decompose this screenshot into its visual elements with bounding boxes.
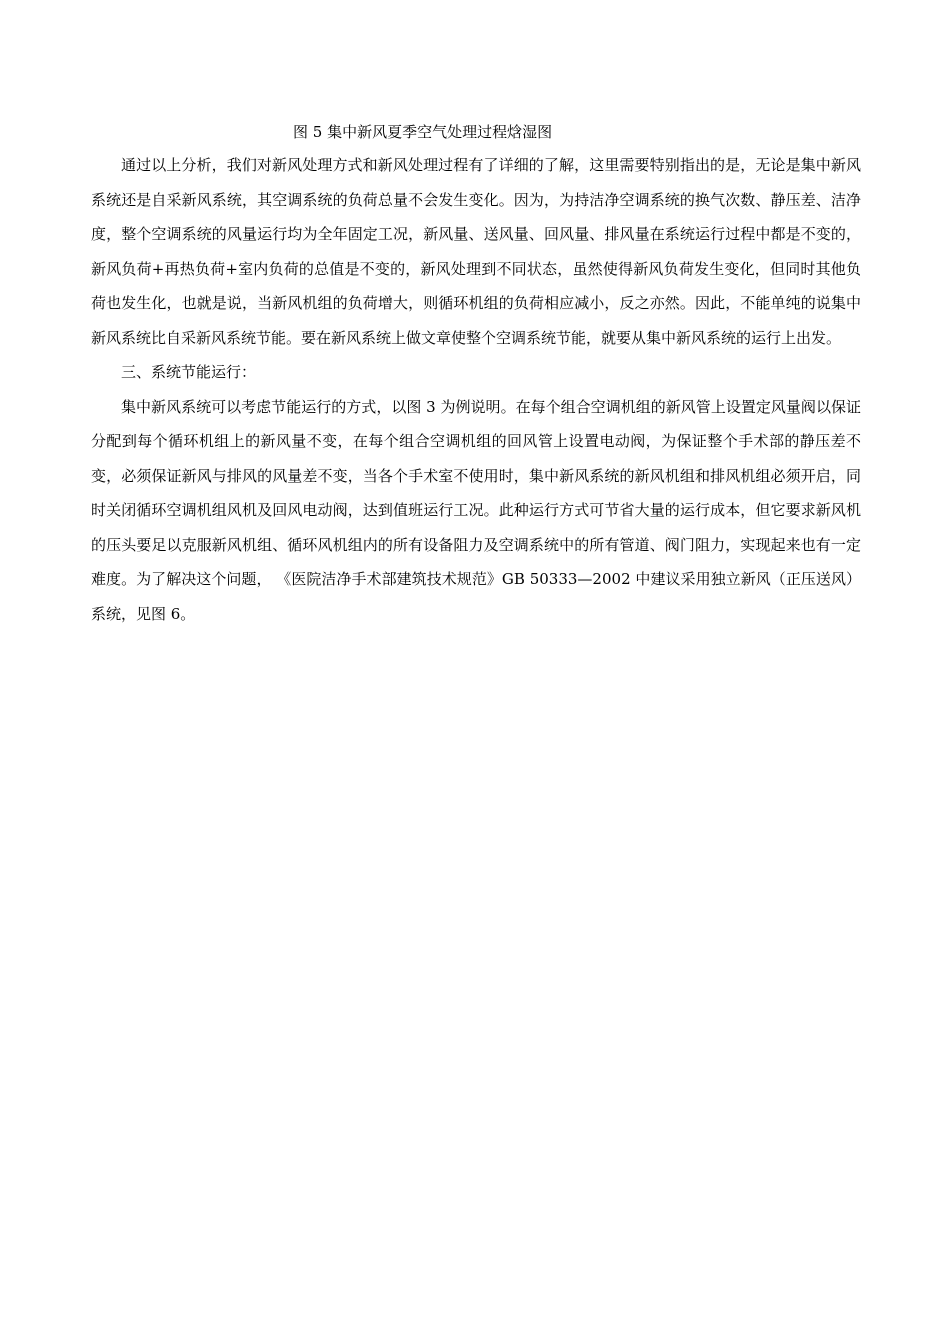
body-paragraph-2: 集中新风系统可以考虑节能运行的方式，以图 3 为例说明。在每个组合空调机组的新风管上设置定风量阀以保证分配到每个循环机组上的新风量不变，在每个组合空调机组的回风管上设置电动阀，为保证整个手术部的静压差不变，必须保证新风与排风的风量差不变，当各个手术室不使用时，集中新风系统的新风机组和排风机组必须开启，同时关闭循环空调机组风机及回风电动阀，达到值班运行工况。此种运行方式可节省大量的运行成本，但它要求新风机的压头要足以克服新风机组、循环风机组内的所有设备阻力及空调系统中的所有管道、阀门阻力，实现起来也有一定难度。为了解决这个问题， 《医院洁净手术部建筑技术规范》GB 50333—2002 中建议采用独立新风（正压送风）系统，见图 6。 (91, 397, 861, 623)
section-heading: 三、系统节能运行： (121, 363, 257, 381)
body-paragraph-1: 通过以上分析，我们对新风处理方式和新风处理过程有了详细的了解，这里需要特别指出的是，无论是集中新风系统还是自采新风系统，其空调系统的负荷总量不会发生变化。因为，为持洁净空调系统的换气次数、静压差、洁净度，整个空调系统的风量运行均为全年固定工况，新风量、送风量、回风量、排风量在系统运行过程中都是不变的，新风负荷+再热负荷+室内负荷的总值是不变的，新风处理到不同状态，虽然使得新风负荷发生变化，但同时其他负荷也发生化，也就是说，当新风机组的负荷增大，则循环机组的负荷相应减小，反之亦然。因此，不能单纯的说集中新风系统比自采新风系统节能。要在新风系统上做文章使整个空调系统节能，就要从集中新风系统的运行上出发。 (91, 156, 861, 347)
figure-caption: 图 5 集中新风夏季空气处理过程焓湿图 (293, 123, 553, 141)
document-page (91, 118, 861, 631)
